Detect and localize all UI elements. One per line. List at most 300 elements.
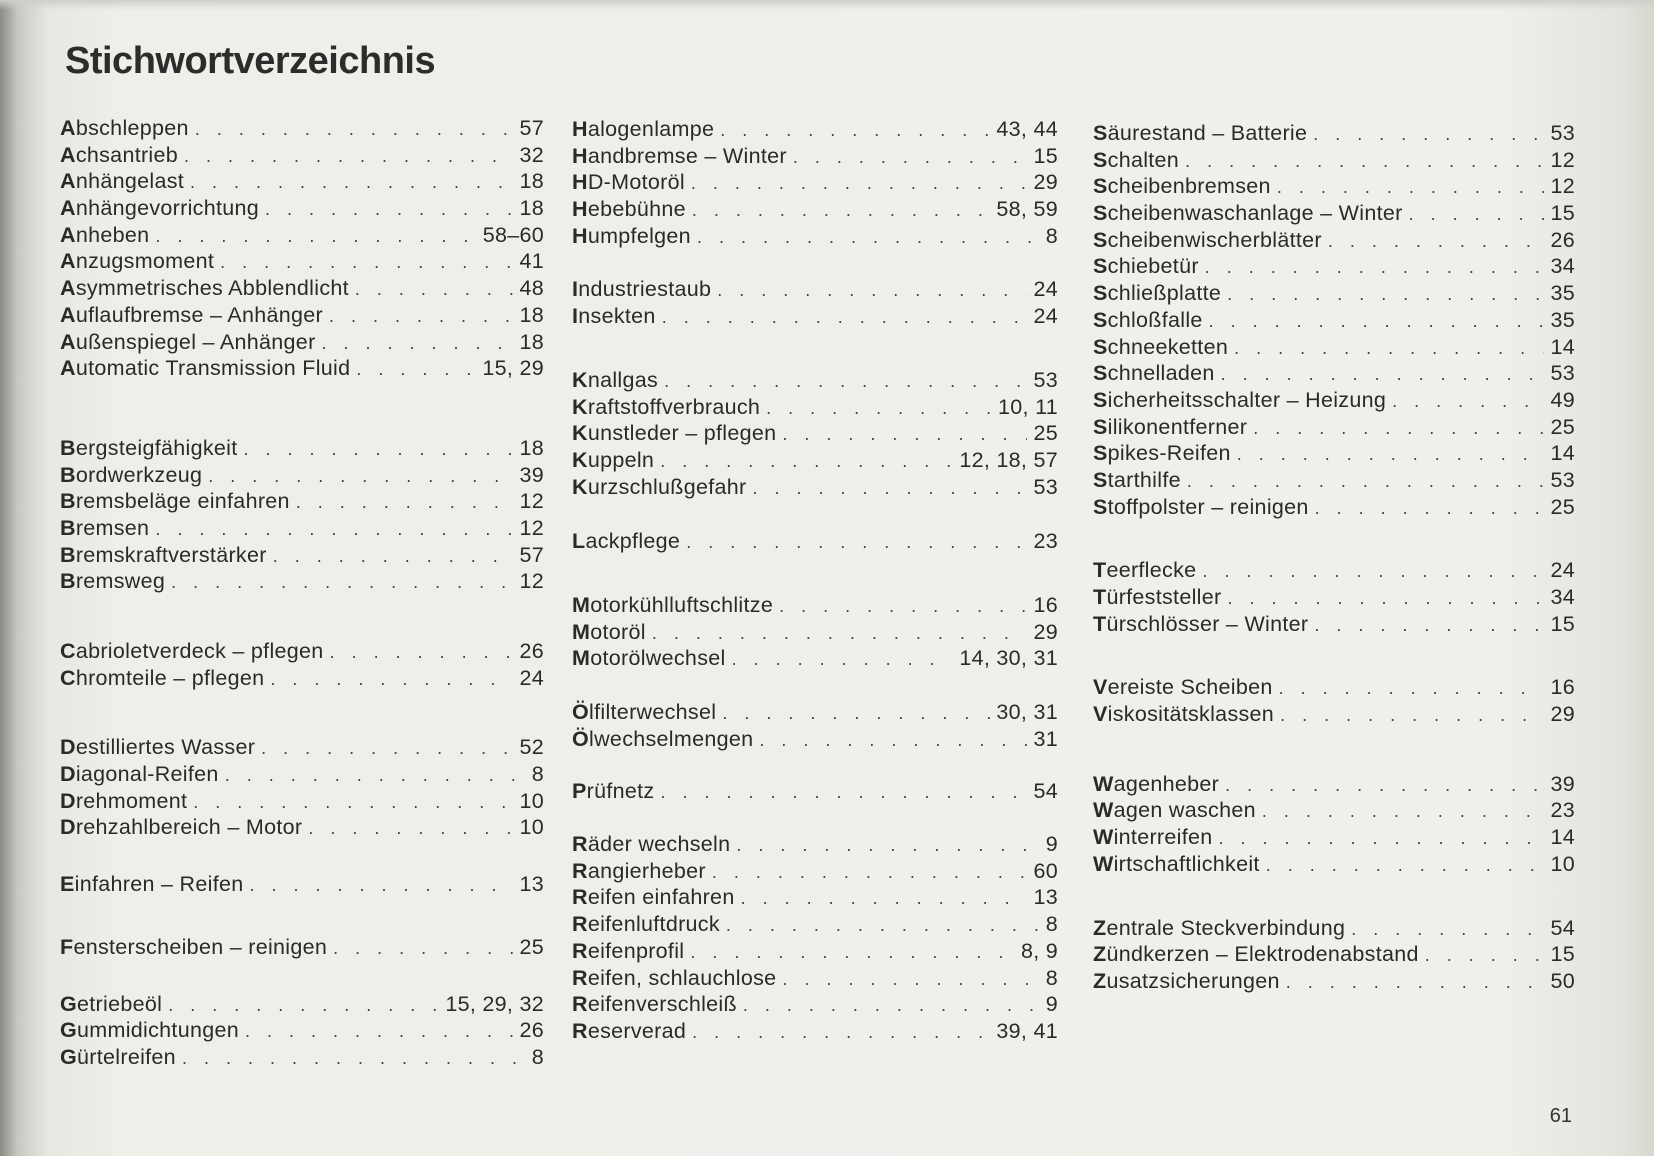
- index-term: Scheibenwaschanlage – Winter: [1093, 201, 1403, 226]
- index-page-ref: 32: [519, 142, 544, 167]
- index-page-ref: 54: [1550, 915, 1575, 940]
- dot-leader: [171, 569, 513, 596]
- index-page-ref: 10: [519, 815, 544, 840]
- index-entry: [1093, 173, 1575, 200]
- dot-leader: [190, 169, 513, 196]
- index-term: Vereiste Scheiben: [1093, 675, 1273, 700]
- index-term: Spikes-Reifen: [1093, 441, 1231, 466]
- index-term: Einfahren – Reifen: [60, 872, 244, 897]
- index-term: Schalten: [1093, 147, 1180, 172]
- index-term: Drehzahlbereich – Motor: [60, 815, 303, 840]
- index-term: Hebebühne: [572, 197, 686, 222]
- dot-leader: [1227, 281, 1544, 308]
- dot-leader: [308, 815, 513, 842]
- index-term: Winterreifen: [1093, 825, 1213, 850]
- index-term: Scheibenbremsen: [1093, 174, 1271, 199]
- index-term: Cabrioletverdeck – pflegen: [60, 639, 324, 663]
- index-page-ref: 53: [1550, 121, 1575, 145]
- index-page-ref: 15: [1550, 201, 1575, 226]
- dot-leader: [1425, 942, 1545, 969]
- index-entry: [1093, 584, 1575, 611]
- index-term: Bremsen: [60, 515, 150, 540]
- index-entry: [1093, 797, 1575, 824]
- dot-leader: [691, 170, 1028, 197]
- dot-leader: [779, 593, 1027, 620]
- index-section: [572, 699, 1058, 752]
- index-term: Kunstleder – pflegen: [572, 421, 777, 446]
- index-term: Fensterscheiben – reinigen: [60, 934, 328, 959]
- dot-leader: [220, 249, 513, 276]
- index-page-ref: 13: [519, 872, 544, 897]
- index-term: Motorkühlluftschlitze: [572, 592, 774, 617]
- dot-leader: [722, 700, 990, 727]
- index-page-ref: 54: [1033, 779, 1058, 804]
- index-term: Starthilfe: [1093, 467, 1181, 492]
- index-entry: [1093, 280, 1575, 307]
- index-term: Achsantrieb: [60, 142, 179, 167]
- dot-leader: [662, 304, 1028, 331]
- index-page-ref: 25: [519, 934, 544, 959]
- index-page-ref: 15: [1550, 942, 1575, 967]
- index-section: [572, 831, 1058, 1045]
- dot-leader: [692, 197, 991, 224]
- index-section: [1093, 120, 1575, 520]
- index-entry: [572, 367, 1058, 394]
- index-page-ref: 18: [519, 435, 544, 460]
- dot-leader: [732, 646, 954, 673]
- dot-leader: [1237, 441, 1545, 468]
- index-term: Kuppeln: [572, 447, 655, 472]
- index-page-ref: 53: [1033, 367, 1058, 392]
- index-page-ref: 8: [531, 1044, 544, 1069]
- index-entry: [60, 275, 544, 302]
- index-section: [60, 638, 544, 691]
- dot-leader: [752, 475, 1027, 502]
- index-column-3: [1093, 120, 1575, 995]
- dot-leader: [355, 276, 514, 303]
- dot-leader: [261, 735, 513, 762]
- index-section: [60, 871, 544, 898]
- index-page-ref: 24: [519, 665, 544, 690]
- index-term: Schneeketten: [1093, 334, 1229, 359]
- index-page-ref: 18: [519, 329, 544, 354]
- index-page-ref: 49: [1550, 387, 1575, 412]
- index-term: HD-Motoröl: [572, 170, 685, 195]
- index-term: Diagonal-Reifen: [60, 762, 219, 787]
- dot-leader: [1286, 969, 1545, 996]
- dot-leader: [782, 966, 1039, 993]
- dot-leader: [330, 639, 514, 666]
- index-column-2: [572, 116, 1058, 1045]
- index-term: Gummidichtungen: [60, 1018, 239, 1043]
- index-term: Wagen waschen: [1093, 798, 1256, 823]
- index-entry: [572, 592, 1058, 619]
- index-entry: [572, 965, 1058, 992]
- dot-leader: [193, 789, 513, 816]
- dot-leader: [273, 543, 514, 570]
- index-entry: [60, 934, 544, 961]
- index-term: Schnelladen: [1093, 361, 1215, 386]
- dot-leader: [652, 620, 1028, 647]
- index-page-ref: 26: [519, 1018, 544, 1043]
- dot-leader: [743, 992, 1040, 1019]
- index-entry: [572, 645, 1058, 672]
- index-entry: [1093, 147, 1575, 174]
- index-entry: [60, 638, 544, 665]
- index-entry: [60, 142, 544, 169]
- dot-leader: [1351, 916, 1544, 943]
- index-entry: [1093, 360, 1575, 387]
- index-term: Silikonentferner: [1093, 414, 1248, 439]
- index-page-ref: 15: [1033, 143, 1058, 168]
- dot-leader: [1328, 228, 1545, 255]
- index-page-ref: 8: [1045, 965, 1058, 990]
- index-page-ref: 26: [1550, 227, 1575, 252]
- index-term: Türfeststeller: [1093, 585, 1222, 609]
- index-term: Halogenlampe: [572, 117, 715, 141]
- index-entry: [60, 568, 544, 595]
- index-term: Kurzschlußgefahr: [572, 474, 747, 499]
- index-entry: [60, 814, 544, 841]
- dot-leader: [1202, 558, 1544, 585]
- index-term: Getriebeöl: [60, 991, 163, 1016]
- index-section: [572, 116, 1058, 249]
- index-term: Stoffpolster – reinigen: [1093, 494, 1309, 519]
- index-page-ref: 14: [1550, 441, 1575, 466]
- index-entry: [60, 665, 544, 692]
- dot-leader: [182, 1045, 526, 1072]
- dot-leader: [270, 666, 513, 693]
- index-section: [60, 115, 544, 382]
- dot-leader: [155, 223, 476, 250]
- index-page-ref: 9: [1045, 832, 1058, 857]
- dot-leader: [1409, 201, 1545, 228]
- index-page-ref: 39: [519, 462, 544, 487]
- dot-leader: [155, 516, 513, 543]
- index-entry: [60, 871, 544, 898]
- index-term: Sicherheitsschalter – Heizung: [1093, 387, 1387, 412]
- index-page-ref: 25: [1033, 421, 1058, 446]
- index-page-ref: 60: [1033, 858, 1058, 883]
- index-entry: [572, 276, 1058, 303]
- index-page-ref: 23: [1033, 529, 1058, 554]
- index-page-ref: 31: [1033, 726, 1058, 751]
- index-entry: [60, 248, 544, 275]
- index-term: Anhängevorrichtung: [60, 196, 260, 221]
- index-entry: [1093, 701, 1575, 728]
- dot-leader: [1221, 361, 1545, 388]
- dot-leader: [1187, 468, 1545, 495]
- index-entry: [572, 223, 1058, 250]
- index-term: Schließplatte: [1093, 281, 1222, 306]
- index-section: [572, 592, 1058, 672]
- index-section: [60, 934, 544, 961]
- dot-leader: [717, 277, 1027, 304]
- index-entry: [572, 196, 1058, 223]
- index-term: Räder wechseln: [572, 832, 731, 857]
- dot-leader: [793, 144, 1028, 171]
- index-entry: [1093, 227, 1575, 254]
- index-section: [60, 991, 544, 1071]
- index-entry: [60, 991, 544, 1018]
- index-page-ref: 35: [1550, 281, 1575, 306]
- index-page-ref: 58–60: [482, 222, 544, 247]
- index-page-ref: 10: [1550, 851, 1575, 876]
- index-entry: [1093, 824, 1575, 851]
- index-column-1: [60, 115, 544, 1071]
- page-title: Stichwortverzeichnis: [65, 40, 436, 82]
- index-section: [572, 367, 1058, 500]
- index-term: Rangierheber: [572, 858, 706, 883]
- index-entry: [572, 303, 1058, 330]
- index-entry: [1093, 557, 1575, 584]
- index-entry: [572, 420, 1058, 447]
- index-term: Gürtelreifen: [60, 1044, 176, 1069]
- index-page-ref: 53: [1550, 361, 1575, 386]
- index-section: [572, 528, 1058, 555]
- index-entry: [1093, 771, 1575, 798]
- dot-leader: [1234, 335, 1544, 362]
- index-term: Außenspiegel – Anhänger: [60, 329, 316, 354]
- dot-leader: [766, 395, 992, 422]
- dot-leader: [720, 117, 990, 144]
- index-term: Destilliertes Wasser: [60, 735, 256, 760]
- index-term: Viskositätsklassen: [1093, 702, 1275, 727]
- dot-leader: [265, 196, 513, 223]
- index-section: [60, 435, 544, 595]
- dot-leader: [741, 885, 1028, 912]
- index-page-ref: 43, 44: [996, 117, 1058, 141]
- index-page-ref: 29: [1550, 702, 1575, 727]
- index-term: Teerflecke: [1093, 558, 1197, 583]
- index-page-ref: 18: [519, 302, 544, 327]
- index-entry: [1093, 120, 1575, 147]
- index-term: Zündkerzen – Elektrodenabstand: [1093, 942, 1419, 967]
- index-term: Handbremse – Winter: [572, 143, 787, 168]
- index-page-ref: 8: [1045, 912, 1058, 937]
- index-page-ref: 57: [519, 116, 544, 140]
- index-term: Insekten: [572, 304, 656, 329]
- index-page-ref: 30, 31: [996, 700, 1058, 724]
- index-page-ref: 48: [519, 276, 544, 301]
- index-entry: [60, 355, 544, 382]
- index-page-ref: 18: [519, 169, 544, 194]
- index-term: Bordwerkzeug: [60, 462, 203, 487]
- index-entry: [572, 1018, 1058, 1045]
- index-page-ref: 10: [519, 788, 544, 813]
- dot-leader: [208, 463, 513, 490]
- index-entry: [572, 169, 1058, 196]
- index-page-ref: 13: [1033, 885, 1058, 910]
- index-page-ref: 23: [1550, 798, 1575, 823]
- dot-leader: [356, 356, 476, 383]
- index-term: Drehmoment: [60, 788, 188, 813]
- dot-leader: [1392, 388, 1544, 415]
- index-term: Türschlösser – Winter: [1093, 611, 1309, 636]
- index-page-ref: 14: [1550, 334, 1575, 359]
- index-page-ref: 10, 11: [998, 394, 1058, 419]
- index-term: Auflaufbremse – Anhänger: [60, 302, 323, 327]
- index-page-ref: 53: [1033, 474, 1058, 499]
- index-term: Lackpflege: [572, 529, 681, 554]
- dot-leader: [1225, 772, 1544, 799]
- index-entry: [572, 619, 1058, 646]
- index-page-ref: 41: [519, 249, 544, 274]
- index-entry: [572, 726, 1058, 753]
- index-entry: [572, 447, 1058, 474]
- index-term: Bremskraftverstärker: [60, 542, 267, 567]
- index-term: Automatic Transmission Fluid: [60, 356, 351, 381]
- index-term: Schloßfalle: [1093, 307, 1203, 332]
- page-number: 61: [1549, 1105, 1572, 1127]
- dot-leader: [1185, 148, 1544, 175]
- index-entry: [60, 542, 544, 569]
- dot-leader: [333, 935, 513, 962]
- index-term: Motorölwechsel: [572, 646, 726, 671]
- index-entry: [1093, 200, 1575, 227]
- index-term: Reifenverschleiß: [572, 992, 737, 1017]
- dot-leader: [697, 224, 1040, 251]
- index-page-ref: 8, 9: [1020, 938, 1058, 963]
- index-page-ref: 34: [1550, 585, 1575, 609]
- index-page-ref: 57: [519, 542, 544, 567]
- index-entry: [1093, 968, 1575, 995]
- index-term: Kraftstoffverbrauch: [572, 394, 761, 419]
- index-entry: [60, 515, 544, 542]
- index-term: Bremsweg: [60, 569, 166, 594]
- dot-leader: [296, 489, 514, 516]
- dot-leader: [1314, 612, 1544, 639]
- index-term: Anhängelast: [60, 169, 185, 194]
- index-page-ref: 52: [519, 735, 544, 760]
- index-page-ref: 16: [1033, 592, 1058, 617]
- dot-leader: [782, 421, 1027, 448]
- index-entry: [572, 938, 1058, 965]
- index-section: [1093, 557, 1575, 637]
- index-term: Prüfnetz: [572, 779, 655, 804]
- index-entry: [60, 761, 544, 788]
- index-entry: [1093, 334, 1575, 361]
- index-entry: [60, 222, 544, 249]
- index-term: Ölwechselmengen: [572, 726, 754, 751]
- index-entry: [1093, 253, 1575, 280]
- dot-leader: [1313, 121, 1544, 148]
- index-entry: [572, 394, 1058, 421]
- index-entry: [60, 195, 544, 222]
- dot-leader: [1266, 852, 1545, 879]
- index-entry: [60, 1044, 544, 1071]
- index-entry: [60, 462, 544, 489]
- index-page-ref: 58, 59: [996, 197, 1058, 222]
- index-section: [1093, 771, 1575, 878]
- index-entry: [1093, 307, 1575, 334]
- index-term: Anheben: [60, 222, 150, 247]
- dot-leader: [250, 872, 514, 899]
- dot-leader: [245, 1018, 513, 1045]
- dot-leader: [168, 992, 439, 1019]
- dot-leader: [660, 448, 953, 475]
- index-entry: [60, 168, 544, 195]
- index-page-ref: 14: [1550, 825, 1575, 850]
- index-term: Knallgas: [572, 367, 659, 392]
- index-page-ref: 15, 29, 32: [445, 991, 544, 1016]
- index-section: [1093, 915, 1575, 995]
- dot-leader: [1279, 675, 1545, 702]
- index-term: Asymmetrisches Abblendlicht: [60, 276, 349, 301]
- index-term: Anzugsmoment: [60, 249, 215, 274]
- index-entry: [572, 911, 1058, 938]
- index-entry: [572, 474, 1058, 501]
- index-term: Schiebetür: [1093, 254, 1199, 279]
- index-entry: [60, 1017, 544, 1044]
- index-page-ref: 12: [1550, 147, 1575, 172]
- index-entry: [572, 858, 1058, 885]
- index-page-ref: 25: [1550, 414, 1575, 439]
- index-term: Bremsbeläge einfahren: [60, 489, 290, 514]
- index-page-ref: 12: [519, 569, 544, 594]
- index-page-ref: 39: [1550, 771, 1575, 796]
- index-page-ref: 12, 18, 57: [959, 447, 1058, 472]
- index-entry: [572, 884, 1058, 911]
- index-entry: [1093, 674, 1575, 701]
- index-term: Abschleppen: [60, 116, 189, 140]
- index-page-ref: 29: [1033, 170, 1058, 195]
- index-entry: [1093, 467, 1575, 494]
- dot-leader: [660, 779, 1027, 806]
- dot-leader: [244, 436, 514, 463]
- index-term: Zentrale Steckverbindung: [1093, 915, 1346, 940]
- index-term: Bergsteigfähigkeit: [60, 435, 238, 460]
- index-page-ref: 16: [1550, 675, 1575, 700]
- index-page-ref: 14, 30, 31: [959, 646, 1058, 671]
- dot-leader: [195, 116, 514, 143]
- index-term: Reserverad: [572, 1018, 687, 1043]
- index-page-ref: 15: [1550, 611, 1575, 636]
- index-entry: [572, 778, 1058, 805]
- dot-leader: [184, 143, 513, 170]
- index-entry: [60, 435, 544, 462]
- index-section: [1093, 674, 1575, 727]
- index-page-ref: 50: [1550, 968, 1575, 993]
- index-page-ref: 8: [1045, 223, 1058, 248]
- dot-leader: [1253, 415, 1544, 442]
- dot-leader: [322, 330, 514, 357]
- index-page-ref: 26: [519, 639, 544, 663]
- index-term: Reifen einfahren: [572, 885, 735, 910]
- index-term: Scheibenwischerblätter: [1093, 227, 1322, 252]
- dot-leader: [1219, 825, 1545, 852]
- index-page-ref: 53: [1550, 467, 1575, 492]
- dot-leader: [225, 762, 526, 789]
- index-term: Zusatzsicherungen: [1093, 968, 1280, 993]
- index-term: Industriestaub: [572, 277, 712, 302]
- dot-leader: [1277, 174, 1545, 201]
- index-section: [60, 734, 544, 841]
- dot-leader: [712, 859, 1028, 886]
- index-page-ref: 29: [1033, 619, 1058, 644]
- index-section: [572, 276, 1058, 329]
- dot-leader: [1315, 495, 1545, 522]
- dot-leader: [692, 1019, 990, 1046]
- index-entry: [1093, 387, 1575, 414]
- index-term: Reifen, schlauchlose: [572, 965, 777, 990]
- dot-leader: [759, 727, 1027, 754]
- index-term: Wirtschaftlichkeit: [1093, 851, 1260, 876]
- index-section: [572, 778, 1058, 805]
- index-page-ref: 39, 41: [996, 1018, 1058, 1043]
- index-entry: [60, 115, 544, 142]
- index-term: Säurestand – Batterie: [1093, 121, 1308, 145]
